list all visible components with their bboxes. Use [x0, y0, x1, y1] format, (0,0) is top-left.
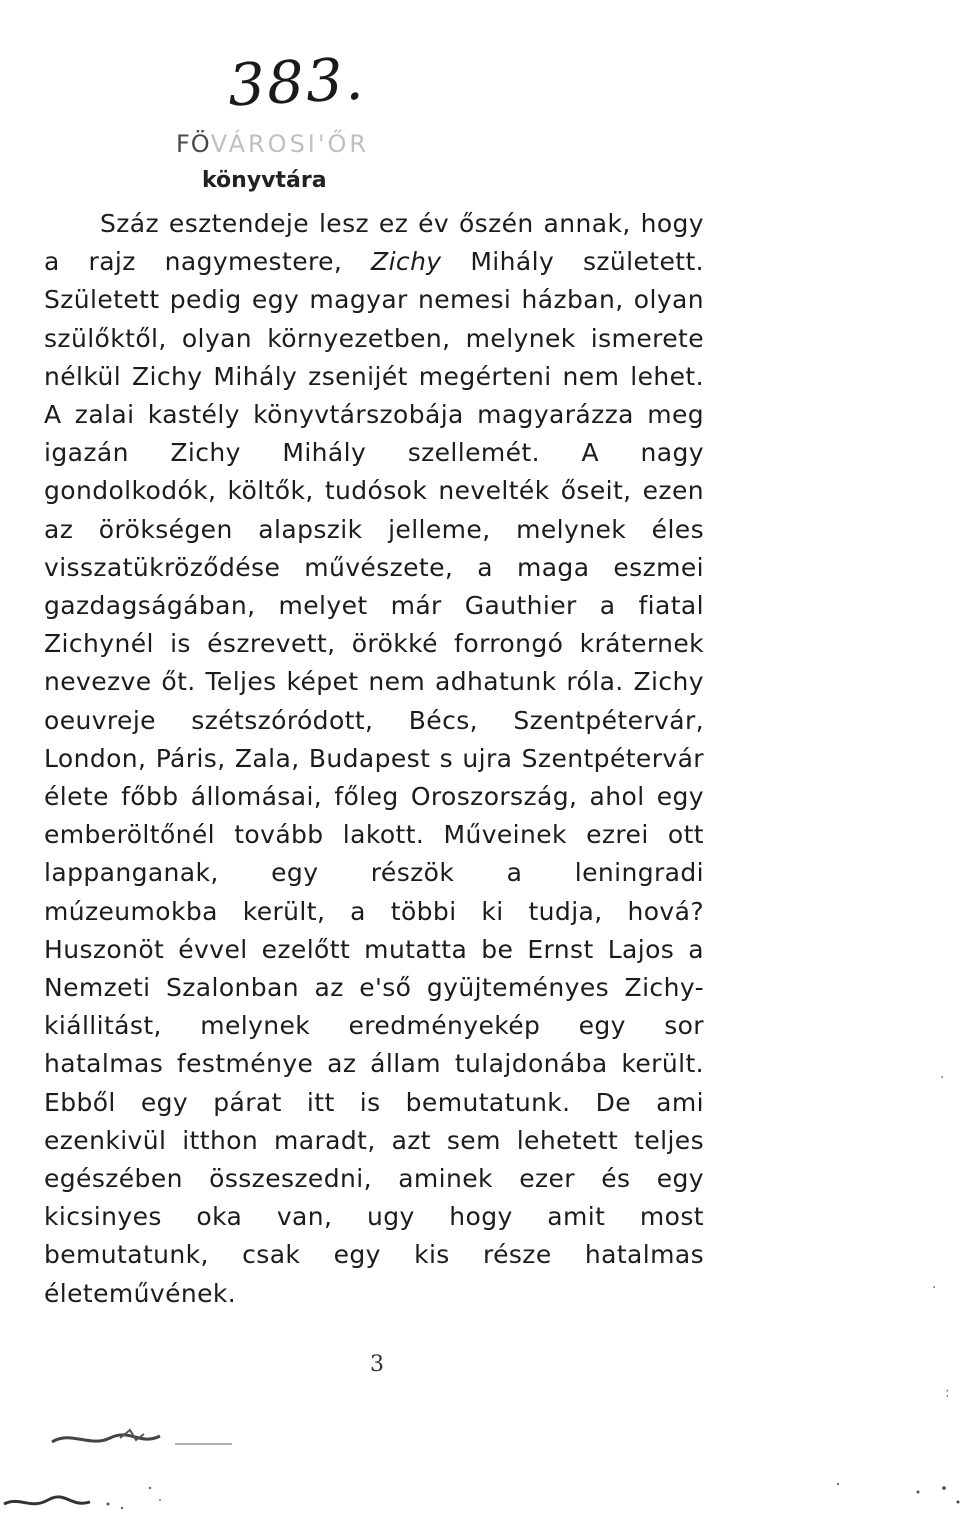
stamp-line-1 — [176, 130, 369, 158]
edge-speck: · — [940, 1070, 945, 1086]
body-paragraph — [44, 205, 704, 1313]
page-number: 3 — [370, 1352, 384, 1377]
body-text-part-2: Mihály született. Született pedig egy magyar nemesi házban, olyan szülőktől, olyan környezetben, melynek ismerete nélkül Zichy Mihály zsenijét megérteni nem lehet. A zalai kastély könyvtárszobája magyarázza meg igazán Zichy Mihály szellemét. A nagy gondolkodók, költők, tudósok nevelték őseit, ezen az örökségen alapszik jelleme, melynek éles visszatükröződése művészete, a maga eszmei gazdagságában, melyet már Gauthier a fiatal Zichynél is észrevett, örökké forrongó kráternek nevezve őt. Teljes képet nem adhatunk róla. Zichy oeuvreje szétszóródott, Bécs, Szentpétervár, London, Páris, Zala, Budapest s ujra Szentpétervár élete főbb állomásai, főleg Oroszország, ahol egy emberöltőnél tovább lakott. Műveinek ezrei ott lappanganak, egy részök a leningradi múzeumokba került, a többi ki tudja, hová? Huszonöt évvel ezelőtt mutatta be Ernst Lajos a Nemzeti Szalonban az e'ső gyüjteményes Zichy-kiállitást, melynek eredményekép egy sor hatalmas festménye az állam tulajdonába került. Ebből egy párat itt is bemutatunk. De ami ezenkivül itthon maradt, azt sem lehetett teljes egészében összeszedni, aminek ezer és egy kicsinyes oka van, ugy hogy amit most bemutatunk, csak egy kis része hatalmas életeművének. — [44, 247, 705, 1308]
stamp-suffix: 'ŐR — [317, 130, 370, 158]
handwritten-manuscript-number: 383. — [226, 44, 367, 120]
edge-speck: · — [932, 1280, 937, 1296]
stamp-faded-text: VÁROSI — [210, 130, 318, 158]
library-stamp — [176, 130, 396, 196]
italic-name: Zichy — [371, 247, 442, 277]
edge-speck: : — [945, 1385, 950, 1401]
stamp-line-2: könyvtára — [202, 168, 327, 193]
margin-scribble-marks — [0, 1400, 960, 1517]
stamp-prefix: FÖ — [176, 130, 211, 158]
body-text-part-1: Száz esztendeje lesz ez év őszén annak, hogy a rajz nagymestere, — [44, 209, 704, 277]
